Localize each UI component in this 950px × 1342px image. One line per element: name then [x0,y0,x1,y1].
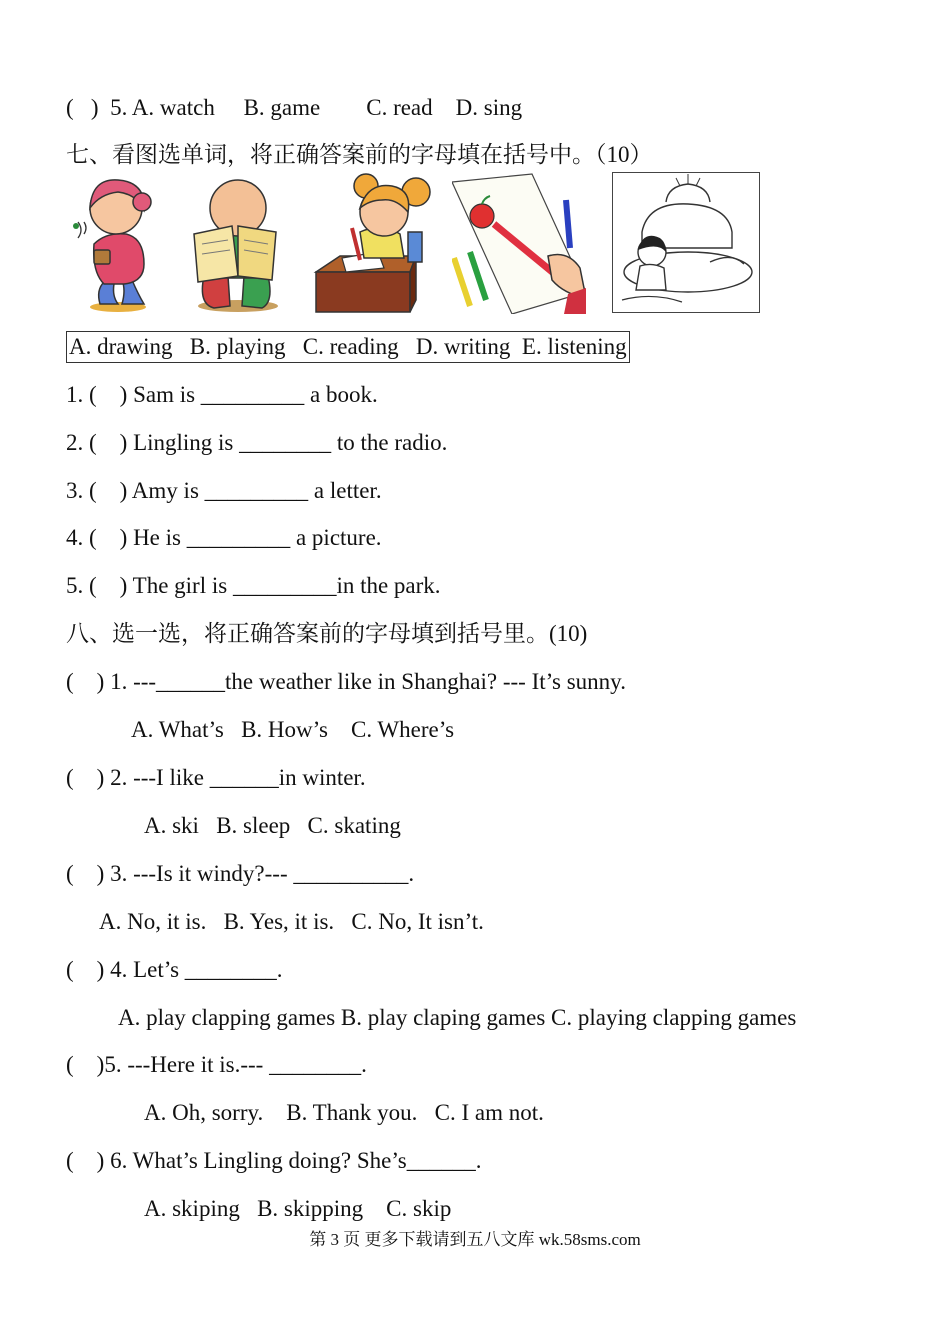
page-footer: 第 3 页 更多下载请到五八文库 wk.58sms.com [309,1230,641,1249]
s8-answers-4: A. play clapping games B. play claping games C. playing clapping games [118,1005,797,1030]
picture-row [66,172,766,317]
s8-question-6: ( ) 6. What’s Lingling doing? She’s______. [66,1148,482,1173]
question-5-top: ( ) 5. A. watch B. game C. read D. sing [66,95,523,120]
s8-answers-6: A. skiping B. skipping C. skip [144,1196,452,1221]
section-8-heading: 八、选一选，将正确答案前的字母填到括号里。(10) [66,621,588,646]
s7-item-3: 3. ( ) Amy is _________ a letter. [66,478,382,503]
s7-item-1: 1. ( ) Sam is _________ a book. [66,382,378,407]
s8-answers-1: A. What’s B. How’s C. Where’s [131,717,455,742]
s8-question-5: ( )5. ---Here it is.--- ________. [66,1052,367,1077]
s8-answers-3: A. No, it is. B. Yes, it is. C. No, It isn’t. [99,909,484,934]
word-options-box: A. drawing B. playing C. reading D. writing E. listening [66,331,630,363]
s8-question-3: ( ) 3. ---Is it windy?--- __________. [66,861,415,886]
s8-answers-2: A. ski B. sleep C. skating [144,813,401,838]
s7-item-5: 5. ( ) The girl is _________in the park. [66,573,441,598]
s7-item-4: 4. ( ) He is _________ a picture. [66,525,382,550]
s8-answers-5: A. Oh, sorry. B. Thank you. C. I am not. [144,1100,544,1125]
playing-park-icon [612,172,760,314]
s8-question-4: ( ) 4. Let’s ________. [66,957,283,982]
s8-question-2: ( ) 2. ---I like ______in winter. [66,765,366,790]
drawing-hand-icon [452,172,586,314]
reading-boy-icon [188,172,284,314]
s8-question-1: ( ) 1. ---______the weather like in Shanghai? --- It’s sunny. [66,669,626,694]
listening-girl-icon [66,172,161,314]
s7-item-2: 2. ( ) Lingling is ________ to the radio. [66,430,448,455]
writing-girl-icon [312,172,440,314]
section-7-heading: 七、看图选单词，将正确答案前的字母填在括号中。（10） [66,142,653,167]
